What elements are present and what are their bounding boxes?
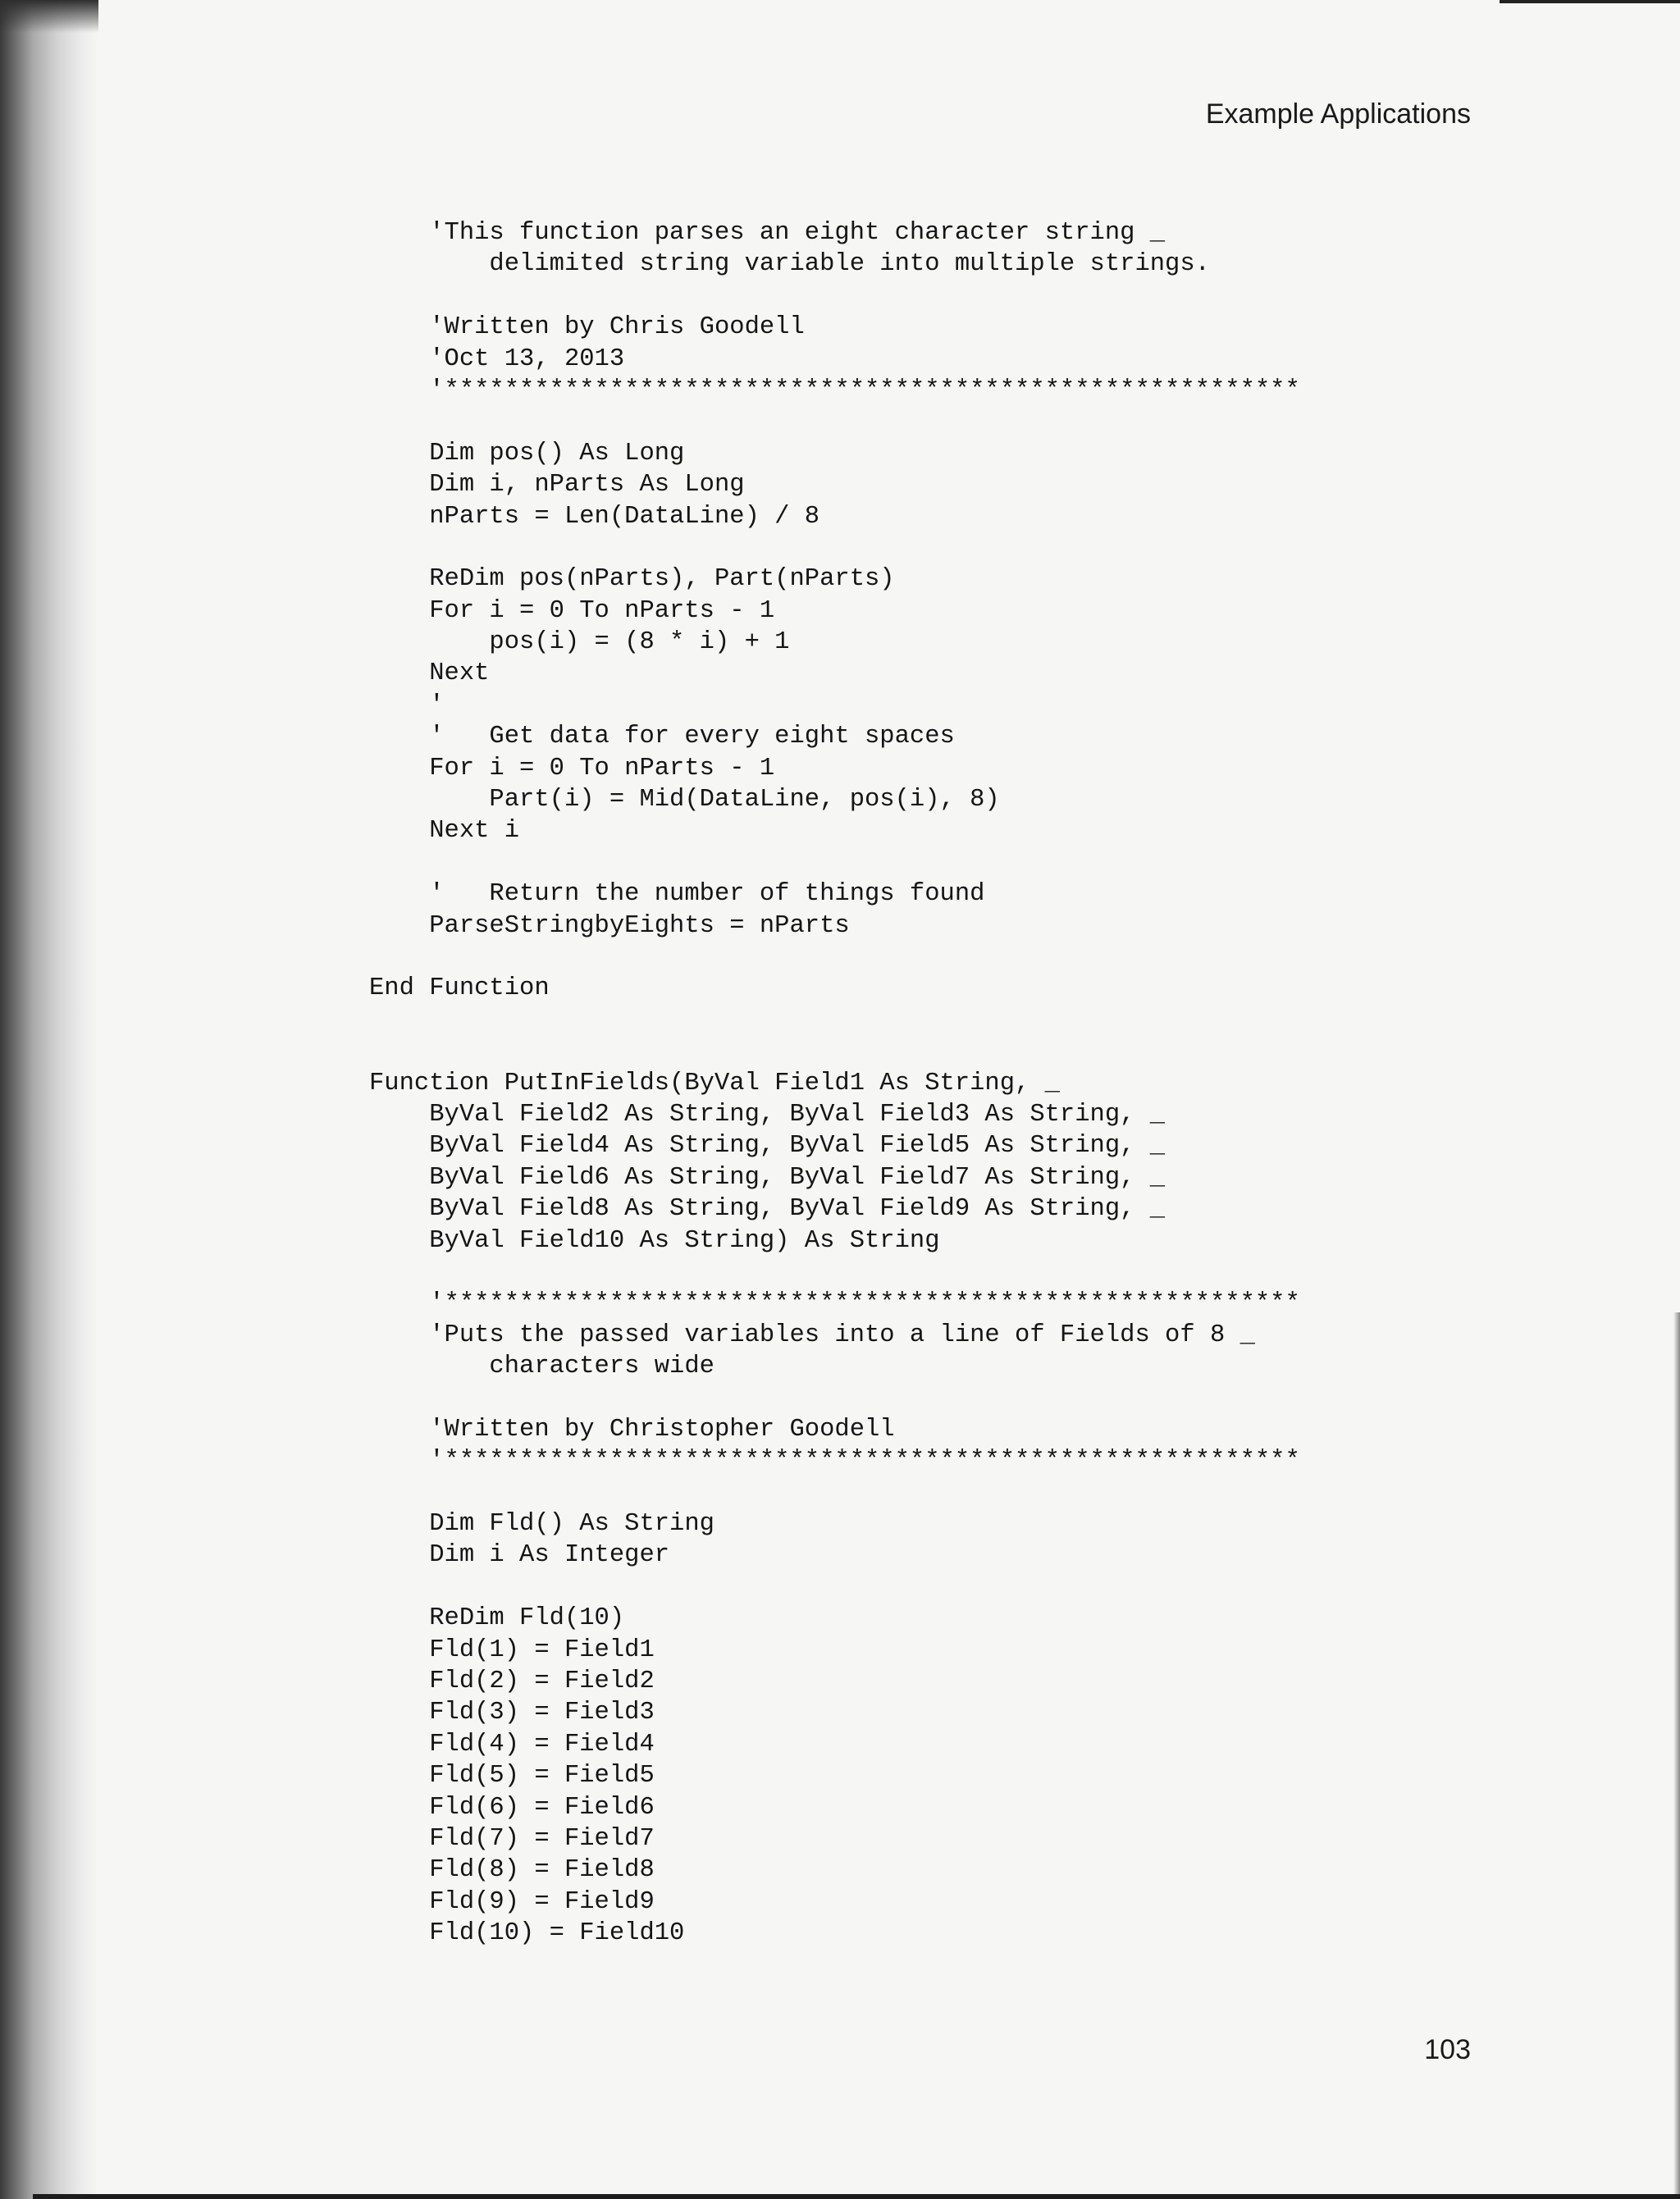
code-line <box>369 1477 1300 1508</box>
code-line <box>369 1257 1300 1288</box>
code-line: Fld(1) = Field1 <box>369 1636 655 1664</box>
page-binding-shadow <box>0 0 98 2199</box>
code-line: ' Return the number of things found <box>369 880 985 909</box>
code-line: Fld(7) = Field7 <box>369 1824 655 1853</box>
code-line: Dim Fld() As String <box>369 1510 714 1539</box>
page-number: 103 <box>1424 2034 1471 2065</box>
scan-bottom-edge <box>33 2194 1680 2199</box>
code-line: 'Written by Christopher Goodell <box>369 1415 895 1444</box>
code-line: Dim pos() As Long <box>369 439 685 468</box>
code-line <box>369 1005 1300 1036</box>
code-line <box>369 942 1300 973</box>
code-line: Fld(2) = Field2 <box>369 1667 655 1695</box>
code-line: Next i <box>369 817 520 846</box>
code-line: ' <box>369 691 445 719</box>
code-line: Next <box>369 659 490 688</box>
code-line: For i = 0 To nParts - 1 <box>369 596 775 625</box>
code-line: 'Puts the passed variables into a line of Fields of 8 _ <box>369 1321 1255 1349</box>
code-line: Fld(3) = Field3 <box>369 1699 655 1727</box>
code-line: Fld(10) = Field10 <box>369 1919 685 1948</box>
code-line: 'Written by Chris Goodell <box>369 313 805 342</box>
page-binding-edge <box>0 0 98 33</box>
code-line: 'Oct 13, 2013 <box>369 344 625 373</box>
running-header: Example Applications <box>1205 98 1471 130</box>
code-line <box>369 1382 1300 1413</box>
code-line: pos(i) = (8 * i) + 1 <box>369 628 790 657</box>
code-line: ByVal Field6 As String, ByVal Field7 As String, _ <box>369 1163 1166 1192</box>
code-line <box>369 1572 1300 1603</box>
code-line: ParseStringbyEights = nParts <box>369 911 850 940</box>
code-line <box>369 532 1300 563</box>
code-line: ByVal Field10 As String) As String <box>369 1226 940 1255</box>
code-line: Fld(5) = Field5 <box>369 1762 655 1791</box>
scan-right-edge <box>1673 1312 1680 2199</box>
code-line: Part(i) = Mid(DataLine, pos(i), 8) <box>369 786 1000 814</box>
code-line <box>369 281 1300 312</box>
code-line: nParts = Len(DataLine) / 8 <box>369 502 820 531</box>
code-line: For i = 0 To nParts - 1 <box>369 754 775 782</box>
code-line: Dim i As Integer <box>369 1541 670 1570</box>
code-listing <box>369 217 1300 1949</box>
scan-top-edge <box>1500 0 1680 3</box>
code-line: Dim i, nParts As Long <box>369 471 745 500</box>
code-line: ByVal Field8 As String, ByVal Field9 As String, _ <box>369 1195 1166 1224</box>
code-line: ReDim Fld(10) <box>369 1604 625 1633</box>
code-line: ' Get data for every eight spaces <box>369 723 955 751</box>
code-line: Function PutInFields(ByVal Field1 As String, _ <box>369 1069 1060 1097</box>
code-line: Fld(9) = Field9 <box>369 1887 655 1916</box>
code-line: ReDim pos(nParts), Part(nParts) <box>369 565 895 594</box>
code-line: End Function <box>369 974 550 1003</box>
code-line: Fld(8) = Field8 <box>369 1856 655 1885</box>
code-line <box>369 406 1300 437</box>
code-line: delimited string variable into multiple strings. <box>369 250 1210 279</box>
code-line <box>369 1036 1300 1067</box>
code-line: '********************************************************* <box>369 1289 1300 1318</box>
code-line: 'This function parses an eight character string _ <box>369 219 1166 247</box>
code-line: '********************************************************* <box>369 1447 1300 1476</box>
code-line <box>369 847 1300 878</box>
code-line: characters wide <box>369 1353 714 1381</box>
code-line: Fld(4) = Field4 <box>369 1730 655 1759</box>
code-line: ByVal Field4 As String, ByVal Field5 As String, _ <box>369 1132 1166 1161</box>
code-line: '********************************************************* <box>369 376 1300 404</box>
code-line: ByVal Field2 As String, ByVal Field3 As String, _ <box>369 1100 1166 1129</box>
code-line: Fld(6) = Field6 <box>369 1793 655 1822</box>
